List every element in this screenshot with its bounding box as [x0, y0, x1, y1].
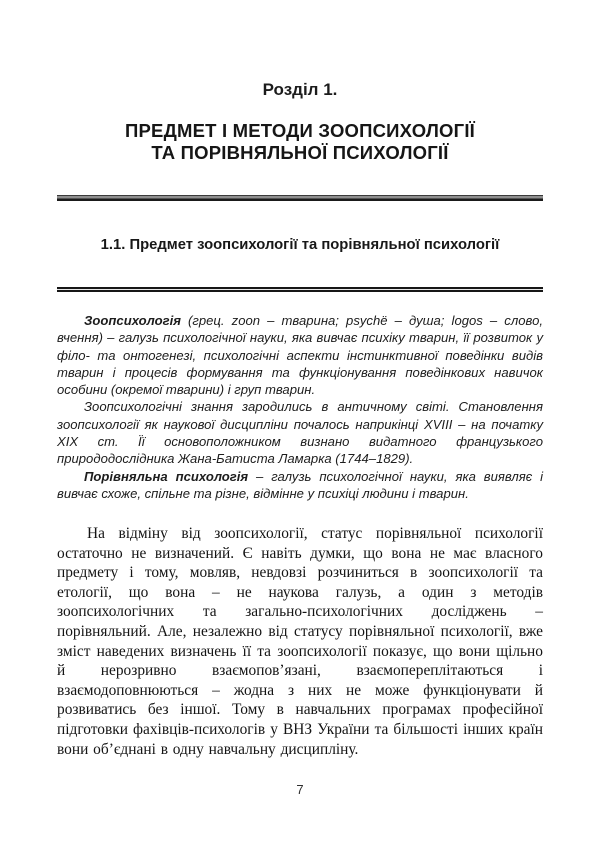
definition-text: Зоопсихологічні знання зародились в античному світі. Становлення зоопсихології як наукової дисципліни почалось наприкінці XVIII – на початку XIX ст. Її основоположником визнано видатного французького природодослідника Жана-Батиста Ламарка (1744–1829).	[57, 399, 543, 467]
definition-paragraph	[57, 468, 543, 503]
chapter-label: Розділ 1.	[262, 80, 338, 99]
definition-paragraph	[57, 312, 543, 398]
chapter-title-line1: ПРЕДМЕТ І МЕТОДИ ЗООПСИХОЛОГІЇ	[125, 120, 475, 141]
definitions-block	[57, 312, 543, 502]
definition-term: Зоопсихологія	[84, 313, 181, 328]
definition-text: – галузь психологічної науки, яка виявляє і вивчає схоже, спільне та різне, відмінне у психіці людини і тварин.	[57, 468, 543, 501]
definition-text: (грец. zoon – тварина; psychë – душа; logos – слово, вчення) – галузь психологічної науки, яка вивчає психіку тварин, її розвиток у філо- та онтогенезі, психологічні аспекти інстинктивної поведінки видів тварин і процесів формування та функціонування поведінкових навичок особини (окремої тварини) і груп тварин.	[57, 313, 543, 398]
body-paragraph: На відміну від зоопсихології, статус порівняльної психології остаточно не визначений. Є навіть думки, що вона не має власного предмету і тому, мовляв, невдовзі розчиниться в зоопсихології та етології, що вона – не наукова галузь, а один з методів зоопсихологічних та загально-психологічних досліджень – порівняльний. Але, незалежно від статусу порівняльної психології, вже зміст наведених визначень її та зоопсихології показує, що вони щільно й нерозривно взаємопов’язані, взаємопереплітаються і взаємодоповнюються – жодна з них не може функціонувати й розвиватись без іншої. Тому в навчальних програмах професійної підготовки фахівців-психологів у ВНЗ України та більшості інших країн вони об’єднані в одну навчальну дисципліну.	[57, 525, 543, 758]
section-divider-top	[57, 195, 543, 201]
definition-paragraph	[57, 398, 543, 467]
chapter-title	[57, 120, 543, 164]
definition-term: Порівняльна психологія	[84, 468, 249, 484]
document-page	[57, 0, 543, 851]
section-heading: 1.1. Предмет зоопсихології та порівняльної психології	[100, 237, 500, 253]
chapter-title-line2: ТА ПОРІВНЯЛЬНОЇ ПСИХОЛОГІЇ	[151, 142, 449, 163]
section-divider-bottom	[57, 287, 543, 292]
page-number: 7	[296, 782, 304, 797]
body-text-block	[57, 524, 543, 759]
